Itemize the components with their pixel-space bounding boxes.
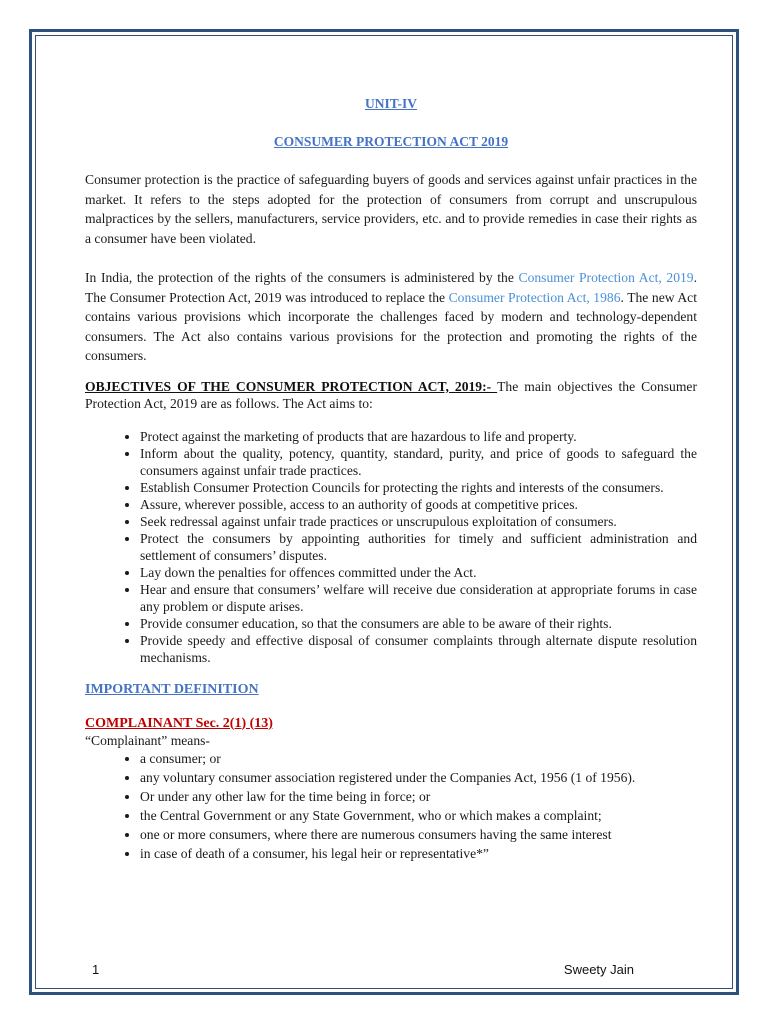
objective-item: • Provide speedy and effective disposal of consumer complaints through alternate dispute resolution mechanisms. bbox=[140, 632, 697, 666]
objectives-heading: OBJECTIVES OF THE CONSUMER PROTECTION ACT, 2019:- bbox=[85, 378, 498, 394]
link-consumer-protection-act-2019[interactable]: Consumer Protection Act, 2019 bbox=[518, 270, 694, 285]
complainant-item: • the Central Government or any State Government, who or which makes a complaint; bbox=[140, 806, 697, 825]
complainant-item: • any voluntary consumer association registered under the Companies Act, 1956 (1 of 1956). bbox=[140, 768, 697, 787]
objective-item: • Assure, wherever possible, access to an authority of goods at competitive prices. bbox=[140, 496, 697, 513]
complainant-heading: COMPLAINANT Sec. 2(1) (13) bbox=[85, 715, 273, 731]
objective-item: • Hear and ensure that consumers’ welfare will receive due consideration at appropriate forums in case any problem or dispute arises. bbox=[140, 581, 697, 615]
objective-item: • Protect against the marketing of products that are hazardous to life and property. bbox=[140, 428, 697, 445]
page-number: 1 bbox=[92, 962, 100, 977]
complainant-item: • a consumer; or bbox=[140, 749, 697, 768]
complainant-means: “Complainant” means- bbox=[85, 732, 210, 748]
objective-item: • Seek redressal against unfair trade practices or unscrupulous exploitation of consumers. bbox=[140, 513, 697, 530]
india-text-1: In India, the protection of the rights of the consumers is administered by the bbox=[85, 270, 519, 285]
complainant-item: • Or under any other law for the time being in force; or bbox=[140, 787, 697, 806]
complainant-item: • in case of death of a consumer, his legal heir or representative*” bbox=[140, 844, 697, 863]
link-consumer-protection-act-1986[interactable]: Consumer Protection Act, 1986 bbox=[448, 289, 621, 305]
objective-item: • Protect the consumers by appointing authorities for timely and sufficient administration and settlement of consumers’ disputes. bbox=[140, 530, 697, 564]
objectives-list bbox=[85, 428, 697, 666]
intro-paragraph: Consumer protection is the practice of safeguarding buyers of goods and services against unfair practices in the market. It refers to the steps adopted for the protection of consumers from corrupt and unscrupulous malpractices by the sellers, manufacturers, service providers, etc. and to provide remedies in case their rights as a consumer have been violated. bbox=[85, 172, 697, 246]
objective-item: • Establish Consumer Protection Councils for protecting the rights and interests of the consumers. bbox=[140, 479, 697, 496]
complainant-list bbox=[85, 749, 697, 863]
act-title: CONSUMER PROTECTION ACT 2019 bbox=[273, 134, 509, 149]
complainant-item: • one or more consumers, where there are numerous consumers having the same interest bbox=[140, 825, 697, 844]
unit-heading: UNIT-IV bbox=[364, 96, 418, 111]
important-definition-heading: IMPORTANT DEFINITION bbox=[85, 681, 259, 697]
document-body bbox=[85, 92, 697, 863]
india-text-2: . The Consumer Protection Act, 2019 was introduced to replace the bbox=[85, 270, 697, 305]
objectives-text: The main objectives the Consumer Protection Act, 2019 are as follows. The Act aims to: bbox=[85, 378, 697, 411]
objective-item: • Provide consumer education, so that the consumers are able to be aware of their rights. bbox=[140, 615, 697, 632]
india-text-3: . The new Act contains various provisions which incorporate the challenges faced by modern and technology-dependent consumers. The Act also contains various provisions for the protection and promoting the rights of the consumers. bbox=[85, 289, 697, 363]
objective-item: • Inform about the quality, potency, quantity, standard, purity, and price of goods to safeguard the consumers against unfair trade practices. bbox=[140, 445, 697, 479]
footer-author: Sweety Jain bbox=[563, 962, 634, 977]
india-paragraph bbox=[85, 268, 697, 366]
objectives-paragraph bbox=[85, 378, 697, 412]
objective-item: • Lay down the penalties for offences committed under the Act. bbox=[140, 564, 697, 581]
